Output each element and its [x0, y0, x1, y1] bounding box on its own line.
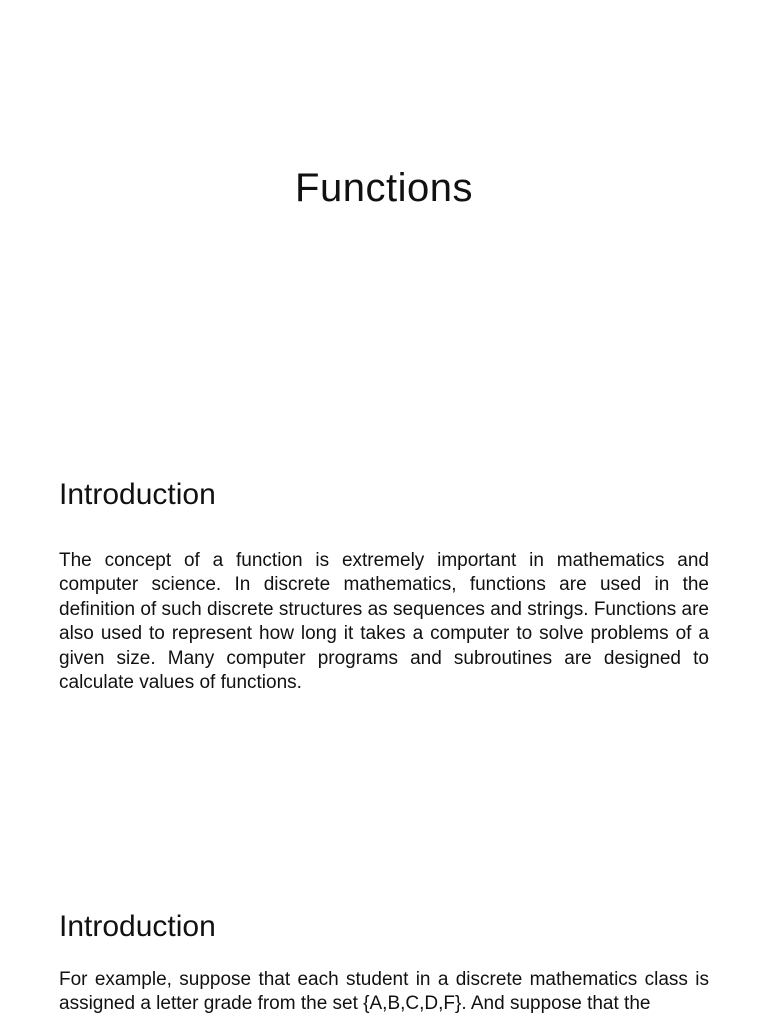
example-paragraph: For example, suppose that each student in a discrete mathematics class is assigned a letter grade from the set {A,B,C,D,F}. And suppose that the	[59, 969, 709, 1015]
title-slide	[0, 0, 768, 432]
section-heading: Introduction	[59, 910, 216, 943]
introduction-slide	[0, 432, 768, 864]
introduction-example-slide	[0, 864, 768, 1024]
presentation-title: Functions	[295, 166, 473, 210]
introduction-paragraph: The concept of a function is extremely important in mathematics and computer science. In discrete mathematics, functions are used in the definition of such discrete structures as sequences and strings. Functions are also used to represent how long it takes a computer to solve problems of a given size. Many computer programs and subroutines are designed to calculate values of functions.	[59, 550, 709, 694]
section-heading: Introduction	[59, 478, 216, 511]
